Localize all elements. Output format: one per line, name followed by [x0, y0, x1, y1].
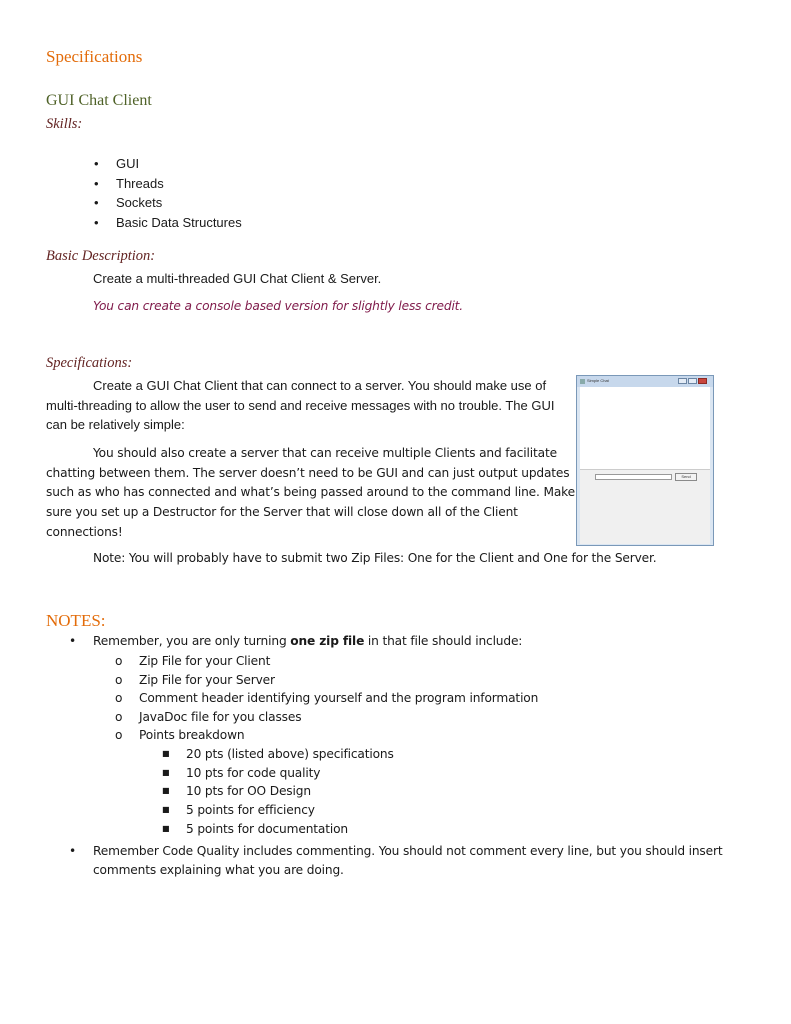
notes-item-1: • Remember, you are only turning one zip file in that file should include: — [69, 634, 523, 648]
list-item: • Sockets — [116, 193, 242, 213]
square-bullet-icon: ■ — [162, 823, 170, 833]
square-bullet-icon: ■ — [162, 767, 170, 777]
basic-description-text: Create a multi-threaded GUI Chat Client & Server. — [93, 271, 382, 286]
skills-heading: Skills: — [46, 116, 83, 132]
simple-chat-screenshot — [576, 375, 714, 546]
skills-list — [94, 154, 242, 232]
bullet-icon: • — [94, 195, 99, 211]
bullet-icon: • — [94, 214, 99, 230]
list-item: • Basic Data Structures — [116, 213, 242, 233]
list-item: o Comment header identifying yourself and the program information — [139, 689, 538, 708]
bullet-icon: • — [69, 844, 77, 858]
list-item: • Threads — [116, 174, 242, 194]
points-breakdown-list — [162, 745, 394, 838]
circle-bullet-icon: o — [115, 691, 123, 706]
list-item: ■ 20 pts (listed above) specifications — [186, 745, 394, 764]
console-note: You can create a console based version for slightly less credit. — [93, 299, 464, 313]
square-bullet-icon: ■ — [162, 805, 170, 815]
list-item: o JavaDoc file for you classes — [139, 708, 538, 727]
list-item: ■ 10 pts for code quality — [186, 764, 394, 783]
list-item: ■ 5 points for documentation — [186, 820, 394, 839]
zip-note: Note: You will probably have to submit two Zip Files: One for the Client and One for the Server. — [93, 551, 657, 565]
square-bullet-icon: ■ — [162, 749, 170, 758]
list-item: o Zip File for your Server — [139, 671, 538, 690]
maximize-icon — [688, 378, 697, 384]
app-icon — [580, 379, 585, 384]
notes-heading: NOTES: — [46, 611, 106, 630]
list-item: • GUI — [116, 154, 242, 174]
list-item: o Zip File for your Client — [139, 652, 538, 671]
send-button: Send — [675, 473, 697, 481]
list-item: ■ 5 points for efficiency — [186, 801, 394, 820]
minimize-icon — [678, 378, 687, 384]
square-bullet-icon: ■ — [162, 786, 170, 796]
list-item: ■ 10 pts for OO Design — [186, 782, 394, 801]
chat-display-area — [580, 387, 710, 470]
circle-bullet-icon: o — [115, 709, 123, 724]
circle-bullet-icon: o — [115, 728, 123, 743]
message-input — [595, 474, 672, 480]
window-title-bar — [577, 376, 713, 387]
basic-description-heading: Basic Description: — [46, 248, 156, 264]
specifications-heading: Specifications: — [46, 355, 133, 371]
notes-subitems — [115, 652, 539, 745]
project-title: GUI Chat Client — [46, 92, 152, 109]
window-client-area — [580, 387, 710, 544]
circle-bullet-icon: o — [115, 654, 123, 668]
circle-bullet-icon: o — [115, 672, 123, 687]
spec-paragraph-1: Create a GUI Chat Client that can connect to a server. You should make use of multi-threading to allow the user to send and receive messages with no trouble. The GUI can be relatively simple: — [46, 378, 555, 433]
close-icon — [698, 378, 707, 384]
spec-paragraph-2: You should also create a server that can receive multiple Clients and facilitate chatting between them. The server doesn’t need to be GUI and can just output updates such as who has connected and what’s being passed around to the command line. Make sure you set up a Destructor for the Server that will close down all of the Client connections! — [46, 446, 575, 539]
list-item: o Points breakdown — [139, 726, 538, 745]
bullet-icon: • — [94, 175, 99, 191]
window-title: Simple Chat — [587, 378, 609, 383]
bullet-icon: • — [69, 634, 77, 648]
notes-item-2: • Remember Code Quality includes commenting. You should not comment every line, but you should insert comments explaining what you are doing. — [69, 844, 723, 877]
page-title: Specifications — [46, 47, 143, 66]
bullet-icon: • — [94, 156, 99, 171]
